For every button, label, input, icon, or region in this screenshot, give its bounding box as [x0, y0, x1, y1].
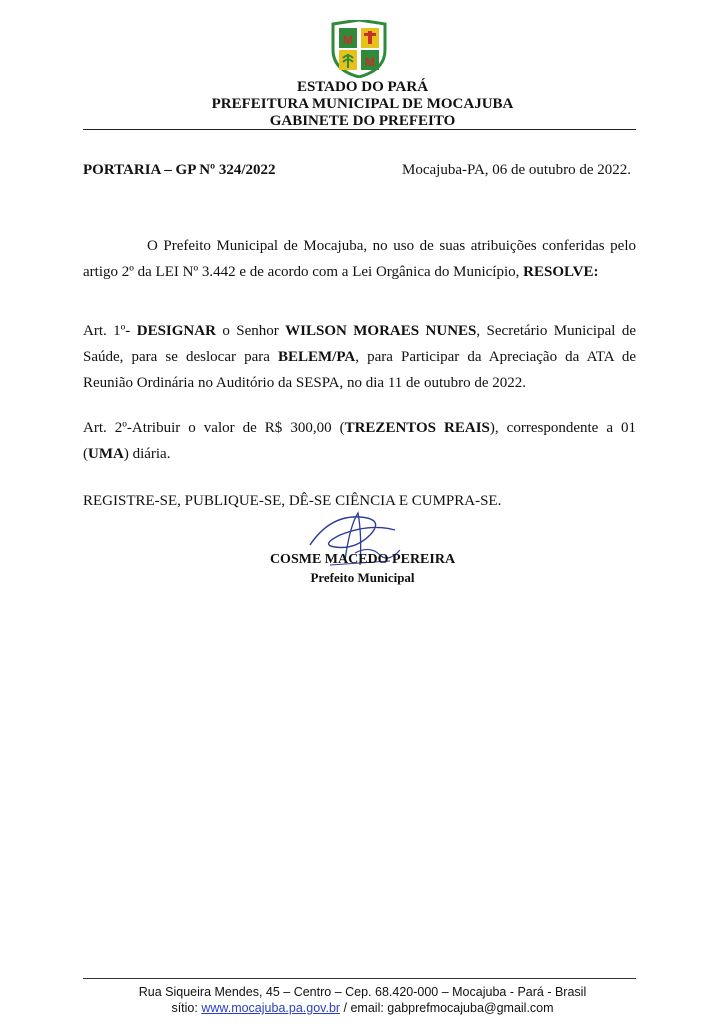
footer-email: / email: gabprefmocajuba@gmail.com	[340, 1001, 554, 1015]
art1-designar: DESIGNAR	[136, 323, 216, 339]
art2-text-3: ) diária.	[123, 446, 171, 462]
header-prefecture: PREFEITURA MUNICIPAL DE MOCAJUBA	[211, 96, 514, 112]
art1-text-1: o Senhor	[215, 323, 286, 339]
signatory-title: Prefeito Municipal	[310, 570, 415, 585]
header-cabinet: GABINETE DO PREFEITO	[269, 113, 456, 129]
art1-person-name: WILSON MORAES NUNES	[285, 323, 477, 339]
art1-label: Art. 1º-	[83, 323, 137, 339]
resolve-word: RESOLVE:	[523, 264, 599, 280]
document-date: Mocajuba-PA, 06 de outubro de 2022.	[402, 162, 631, 178]
footer-contacts	[0, 1001, 725, 1015]
preamble-paragraph	[83, 233, 636, 285]
art1-destination: BELEM/PA	[277, 349, 356, 365]
closing-formula: REGISTRE-SE, PUBLIQUE-SE, DÊ-SE CIÊNCIA E CUMPRA-SE.	[83, 493, 502, 509]
footer-divider	[83, 978, 636, 979]
municipal-crest-icon	[329, 20, 389, 78]
footer-address: Rua Siqueira Mendes, 45 – Centro – Cep. 68.420-000 – Mocajuba - Pará - Brasil	[138, 985, 587, 999]
crest-letter-right: M	[365, 55, 375, 69]
art2-count-words: UMA	[88, 446, 124, 462]
header-divider	[83, 129, 636, 130]
art2-amount-words: TREZENTOS REAIS	[344, 420, 490, 436]
footer-site-link[interactable]: www.mocajuba.pa.gov.br	[201, 1001, 341, 1015]
signatory-name: COSME MACEDO PEREIRA	[269, 552, 456, 567]
crest-letter-left: M	[343, 33, 353, 47]
art2-text-1: Art. 2º-Atribuir o valor de R$ 300,00 (	[83, 420, 345, 436]
header-state: ESTADO DO PARÁ	[296, 79, 429, 95]
art2-text-2: ), correspondente a 01 (	[83, 420, 636, 462]
article-1-paragraph	[83, 318, 636, 396]
article-2-paragraph	[83, 415, 636, 467]
art1-text-3: , para Participar da Apreciação da ATA de Reunião Ordinária no Auditório da SESPA, no dia 11 de outubro de 2022.	[83, 349, 636, 391]
art1-text-2: , Secretário Municipal de Saúde, para se deslocar para	[83, 323, 636, 365]
preamble-text: O Prefeito Municipal de Mocajuba, no uso de suas atribuições conferidas pelo artigo 2º da LEI Nº 3.442 e de acordo com a Lei Orgânica do Município,	[83, 238, 636, 280]
portaria-number: PORTARIA – GP Nº 324/2022	[83, 162, 276, 178]
footer-site-label: sítio:	[171, 1001, 202, 1015]
